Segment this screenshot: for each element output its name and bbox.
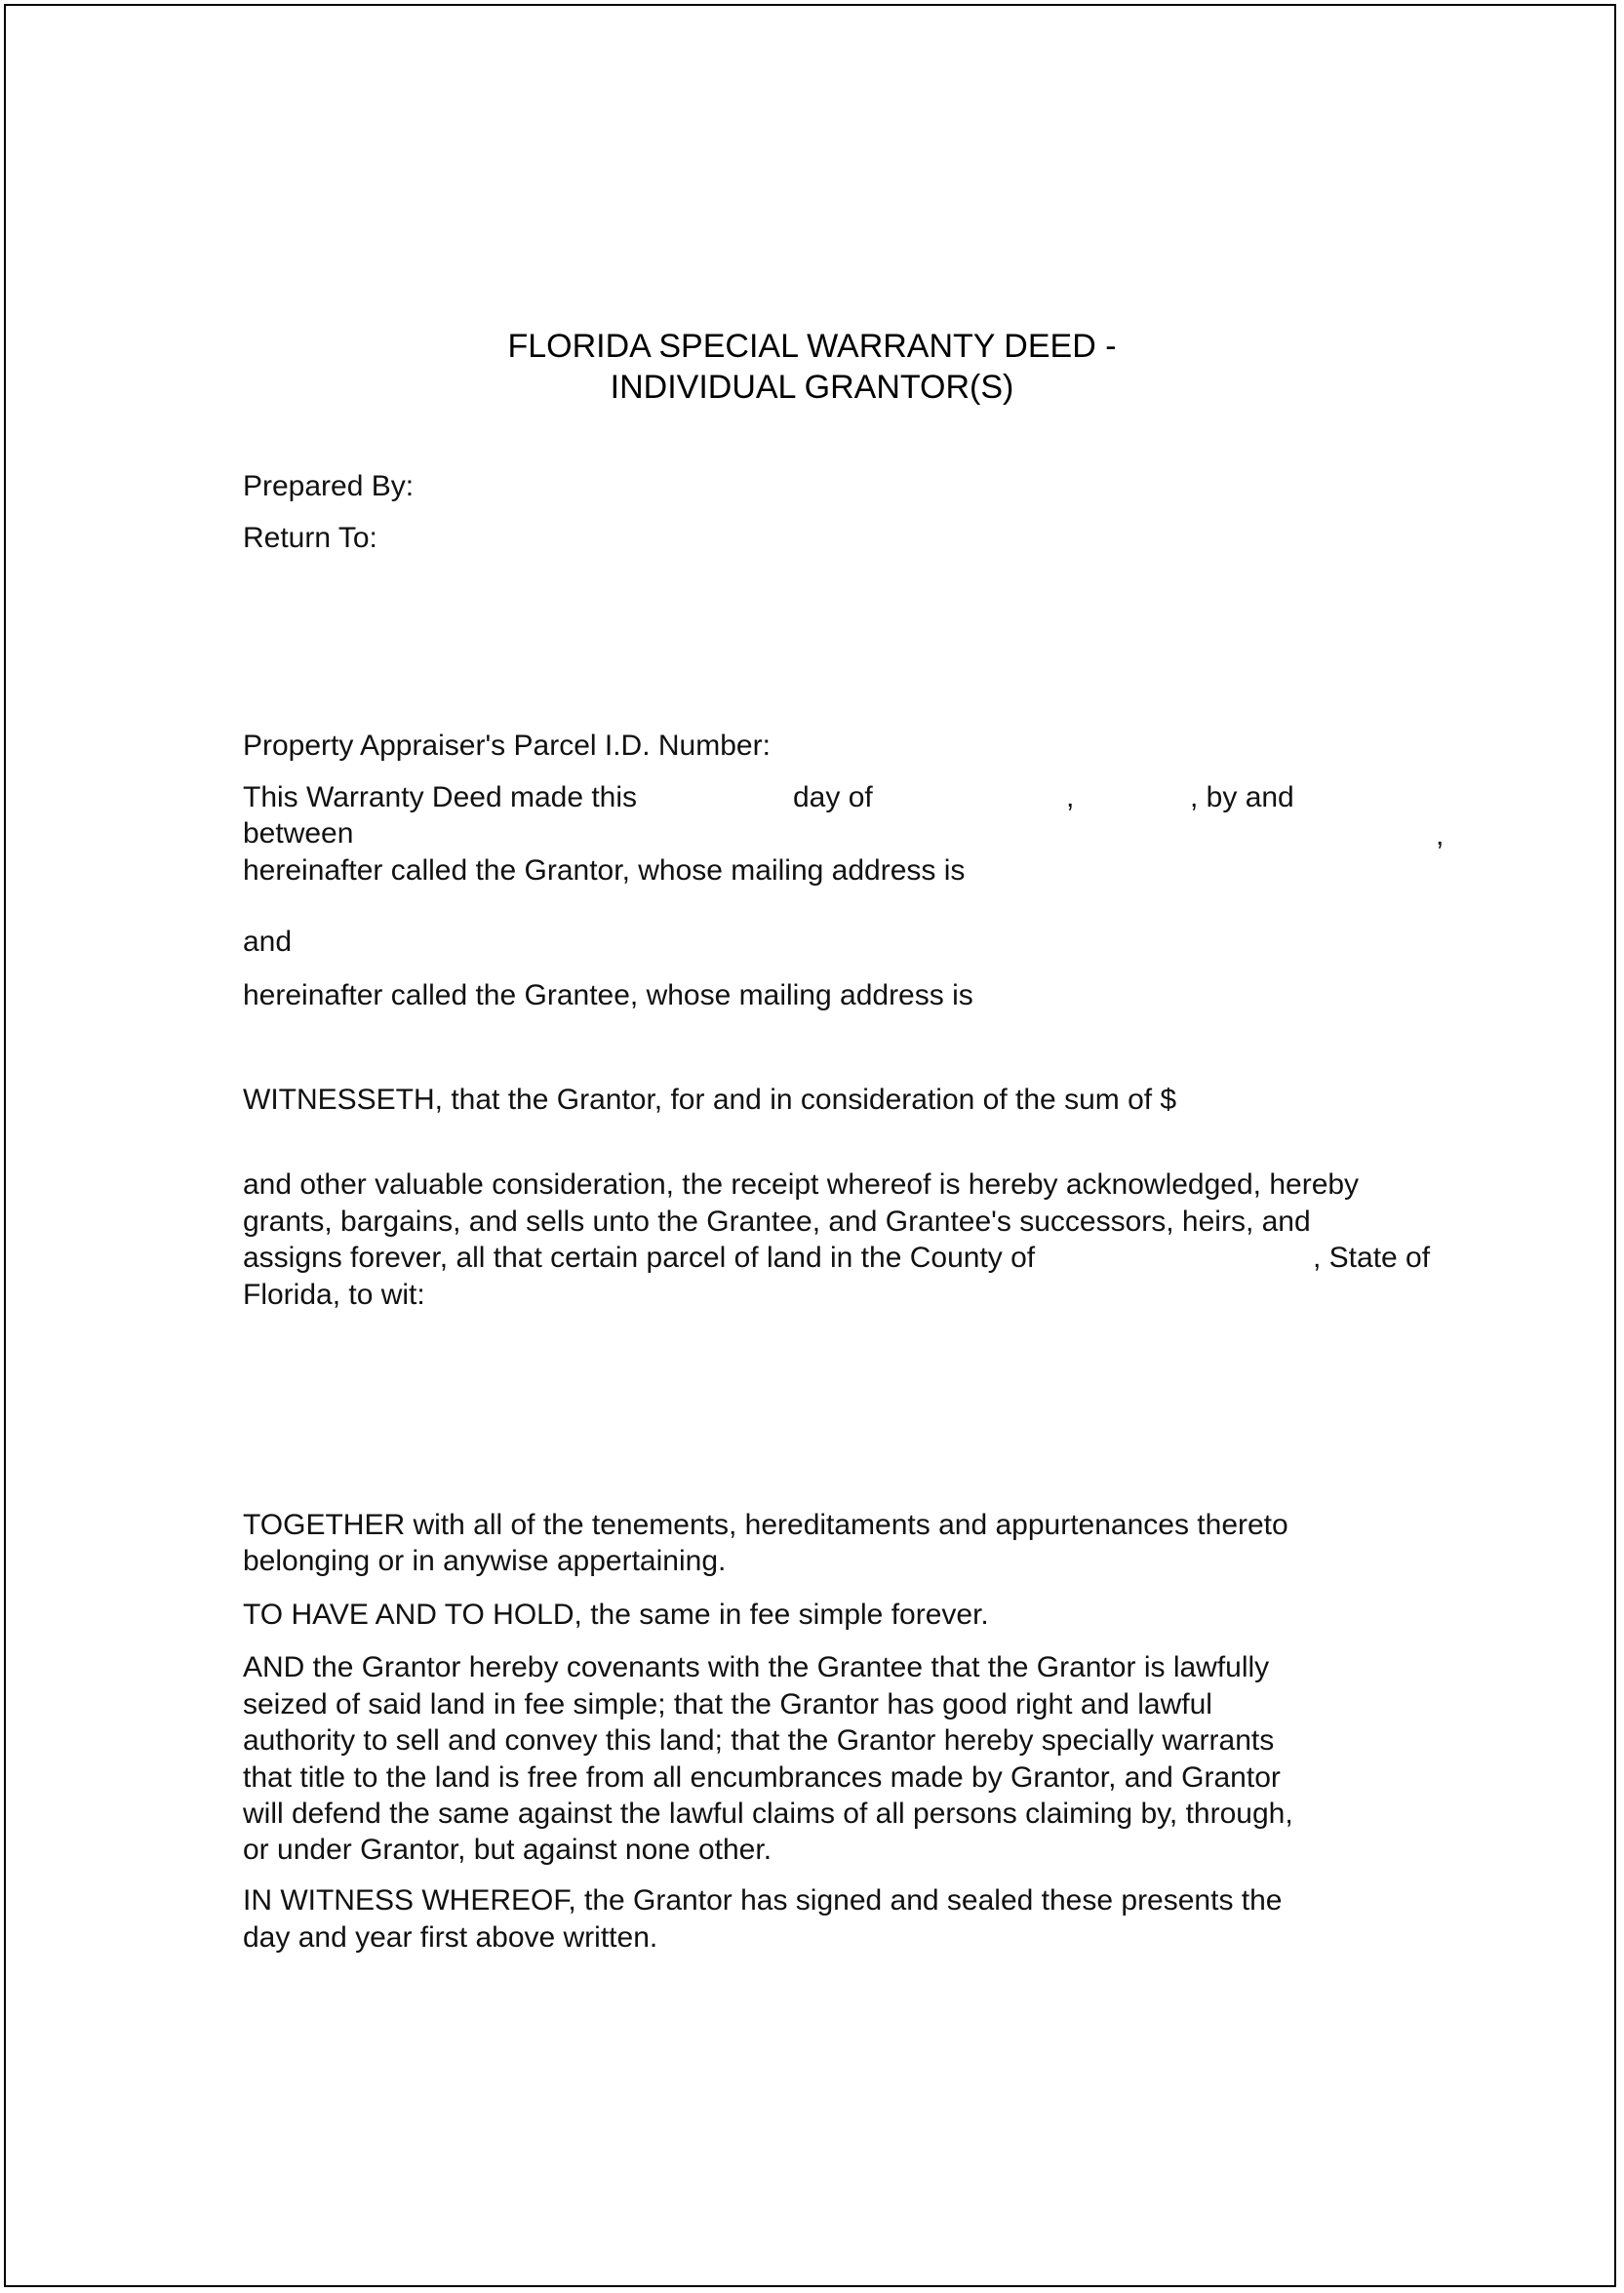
between-text: between [243, 817, 354, 850]
covenant-line-4: that title to the land is free from all encumbrances made by Grantor, and Grantor [243, 1761, 1281, 1794]
by-and-text: , by and [1190, 781, 1294, 813]
date-comma-text: , [1066, 781, 1075, 813]
parcel-id-label: Property Appraiser's Parcel I.D. Number: [243, 730, 771, 762]
grantor-address-text: hereinafter called the Grantor, whose mailing address is [243, 854, 966, 887]
and-text: and [243, 926, 293, 958]
grantee-address-text: hereinafter called the Grantee, whose mailing address is [243, 979, 973, 1011]
document-title-line-1: FLORIDA SPECIAL WARRANTY DEED - [507, 328, 1117, 365]
consideration-line-1: and other valuable consideration, the receipt whereof is hereby acknowledged, hereby [243, 1168, 1360, 1201]
witnesseth-text: WITNESSETH, that the Grantor, for and in consideration of the sum of $ [243, 1084, 1177, 1116]
consideration-line-2: grants, bargains, and sells unto the Grantee, and Grantee's successors, heirs, and [243, 1206, 1311, 1238]
witness-line-2: day and year first above written. [243, 1921, 658, 1954]
between-comma-text: , [1436, 819, 1445, 851]
covenant-line-5: will defend the same against the lawful claims of all persons claiming by, through, [243, 1798, 1293, 1830]
covenant-line-2: seized of said land in fee simple; that the Grantor has good right and lawful [243, 1688, 1212, 1720]
return-to-label: Return To: [243, 522, 377, 554]
covenant-line-6: or under Grantor, but against none other. [243, 1834, 772, 1866]
consideration-line-3: assigns forever, all that certain parcel of land in the County of [243, 1242, 1036, 1274]
to-have-text: TO HAVE AND TO HOLD, the same in fee simple forever. [243, 1599, 989, 1631]
covenant-line-1: AND the Grantor hereby covenants with the Grantee that the Grantor is lawfully [243, 1651, 1270, 1683]
day-of-text: day of [793, 781, 873, 813]
state-of-text: , State of [1313, 1242, 1431, 1274]
prepared-by-label: Prepared By: [243, 470, 415, 502]
witness-line-1: IN WITNESS WHEREOF, the Grantor has signed and sealed these presents the [243, 1884, 1283, 1917]
covenant-line-3: authority to sell and convey this land; that the Grantor hereby specially warrants [243, 1724, 1275, 1757]
together-line-2: belonging or in anywise appertaining. [243, 1545, 727, 1577]
consideration-line-4: Florida, to wit: [243, 1279, 425, 1311]
document-title-line-2: INDIVIDUAL GRANTOR(S) [610, 369, 1014, 406]
together-line-1: TOGETHER with all of the tenements, hereditaments and appurtenances thereto [243, 1509, 1288, 1541]
deed-made-this-text: This Warranty Deed made this [243, 781, 638, 813]
